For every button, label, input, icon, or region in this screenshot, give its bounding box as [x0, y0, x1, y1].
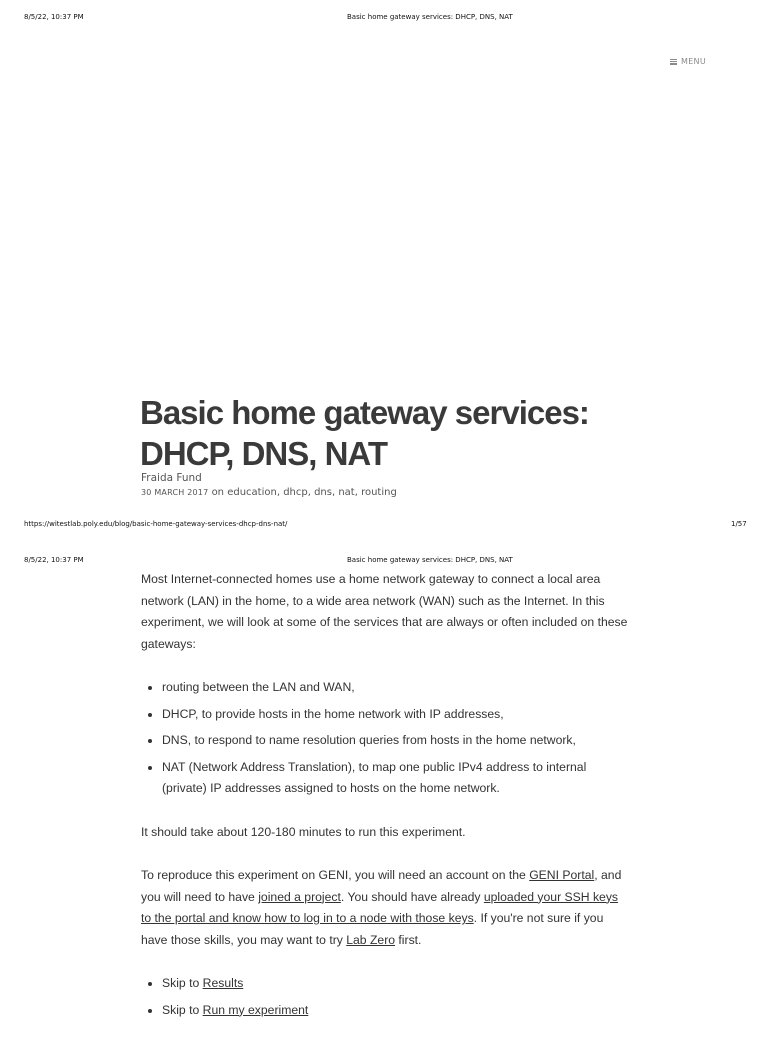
article-author[interactable]: Fraida Fund	[141, 472, 202, 484]
print-url: https://witestlab.poly.edu/blog/basic-home-gateway-services-dhcp-dns-nat/	[24, 520, 288, 528]
on-label: on	[211, 487, 225, 498]
list-item: • NAT (Network Address Translation), to map one public IPv4 address to internal (private) IP addresses assigned to hosts on the home network.	[162, 757, 629, 800]
ssh-keys-link[interactable]: uploaded your SSH keys to the portal and know how to log in to a node with those keys	[141, 889, 619, 925]
services-list	[141, 677, 629, 800]
print-doc-title: Basic home gateway services: DHCP, DNS, NAT	[347, 13, 513, 21]
hamburger-icon	[670, 59, 677, 65]
list-item: • DHCP, to provide hosts in the home network with IP addresses,	[162, 704, 629, 726]
skip-prefix: Skip to	[162, 1002, 203, 1017]
skip-run-experiment-link[interactable]: Run my experiment	[202, 1002, 309, 1017]
joined-project-link[interactable]: joined a project	[258, 889, 341, 904]
menu-label: MENU	[681, 57, 706, 66]
article-date: 30 MARCH 2017	[141, 488, 209, 497]
req-text: To reproduce this experiment on GENI, you will need an account on the	[141, 868, 530, 882]
article-title: Basic home gateway services: DHCP, DNS, NAT	[140, 394, 589, 472]
print-datetime: 8/5/22, 10:37 PM	[24, 556, 84, 564]
print-doc-title: Basic home gateway services: DHCP, DNS, NAT	[347, 556, 513, 564]
print-page-number: 1/57	[731, 520, 747, 528]
req-text: . You should have already	[340, 889, 484, 904]
skip-prefix: Skip to	[162, 976, 203, 990]
article-tags[interactable]: education, dhcp, dns, nat, routing	[227, 487, 397, 498]
skip-results-link[interactable]: Results	[202, 976, 244, 990]
intro-paragraph: Most Internet-connected homes use a home network gateway to connect a local area network (LAN) in the home, to a wide area network (WAN) such as the Internet. In this experiment, we will look at some of the services that are always or often included on these gateways:	[141, 572, 628, 651]
print-datetime: 8/5/22, 10:37 PM	[24, 13, 84, 21]
list-item	[162, 973, 629, 995]
article-meta	[141, 487, 397, 498]
menu-button[interactable]	[670, 57, 706, 66]
list-item	[162, 1000, 629, 1022]
requirements-paragraph	[141, 865, 629, 951]
geni-portal-link[interactable]: GENI Portal	[529, 868, 595, 882]
req-text: . If you're not sure if you have those skills, you may want to try	[141, 911, 604, 947]
list-item: • DNS, to respond to name resolution queries from hosts in the home network,	[162, 730, 629, 752]
req-text: first.	[395, 932, 422, 947]
duration-paragraph: It should take about 120-180 minutes to run this experiment.	[141, 824, 466, 839]
req-text: , and you will need to have	[141, 868, 622, 904]
lab-zero-link[interactable]: Lab Zero	[346, 932, 396, 947]
article-body	[141, 569, 629, 1043]
list-item: • routing between the LAN and WAN,	[162, 677, 629, 699]
skip-list	[141, 973, 629, 1021]
